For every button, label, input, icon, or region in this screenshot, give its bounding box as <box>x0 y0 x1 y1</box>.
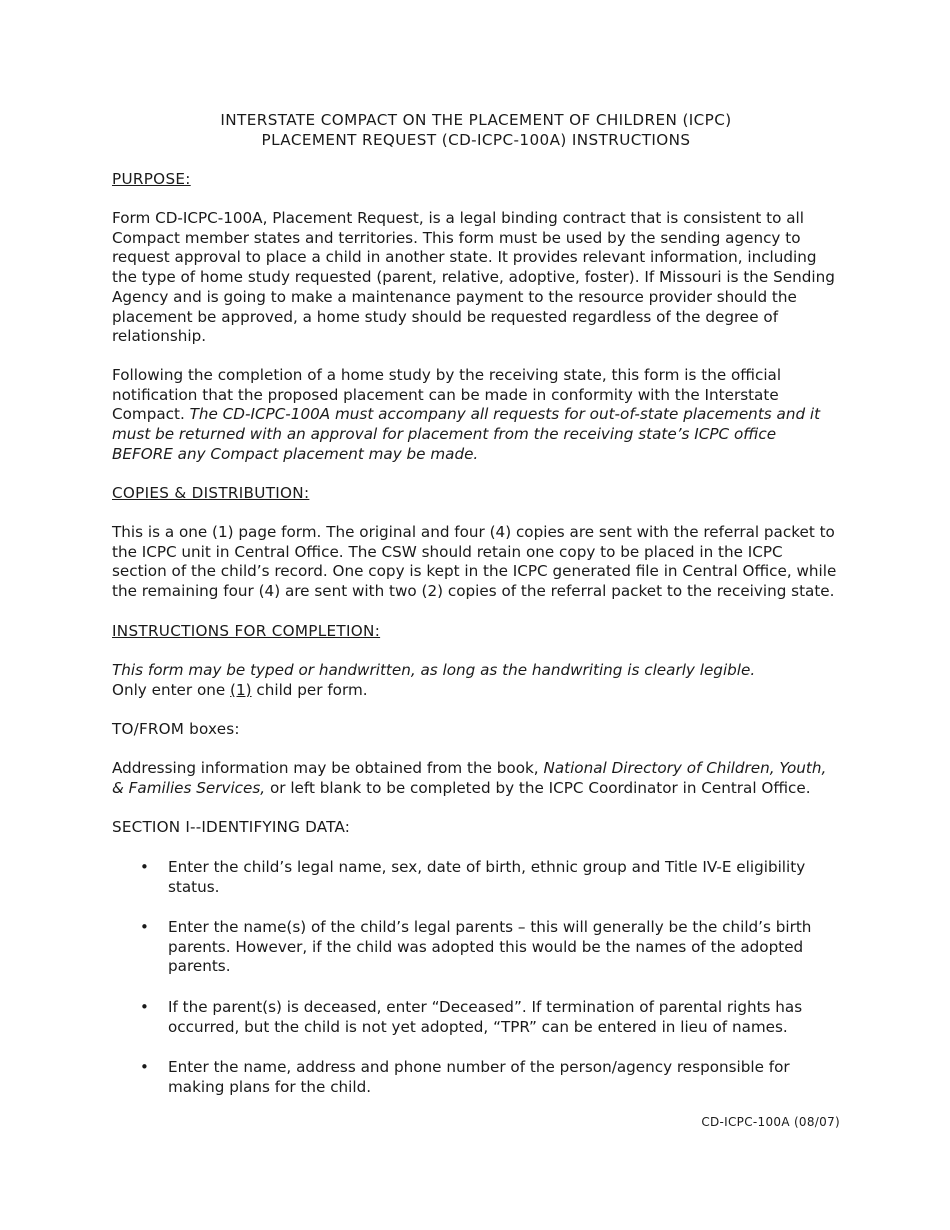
one-child-number: (1) <box>230 681 252 699</box>
purpose-paragraph-2-italic: The CD-ICPC-100A must accompany all requests for out-of-state placements and it must be returned with an approval for placement from the receiving state’s ICPC office BEFORE any Compact placement may be made. <box>112 405 821 463</box>
document-title-line-2: PLACEMENT REQUEST (CD-ICPC-100A) INSTRUCTIONS <box>261 131 691 149</box>
to-from-label: TO/FROM boxes: <box>112 720 240 738</box>
copies-paragraph-text: This is a one (1) page form. The original and four (4) copies are sent with the referral packet to the ICPC unit in Central Office. The CSW should retain one copy to be placed in the ICPC section of the child’s record. One copy is kept in the ICPC generated file in Central Office, while the remaining four (4) are sent with two (2) copies of the referral packet to the receiving state. <box>112 523 837 601</box>
bullet-icon: • <box>140 918 149 936</box>
bullet-text: Enter the name, address and phone number of the person/agency responsible for making plans for the child. <box>168 1058 790 1096</box>
addressing-post: or left blank to be completed by the ICPC Coordinator in Central Office. <box>265 778 811 797</box>
one-child-post: child per form. <box>251 681 368 699</box>
instructions-heading: INSTRUCTIONS FOR COMPLETION: <box>112 622 381 640</box>
one-child-pre: Only enter one <box>112 681 231 699</box>
copies-heading: COPIES & DISTRIBUTION: <box>112 484 310 502</box>
addressing-book-title: National Directory of Children, Youth, & Families Services, <box>112 759 827 797</box>
bullet-text: Enter the child’s legal name, sex, date of birth, ethnic group and Title IV-E eligibility status. <box>168 858 806 896</box>
purpose-paragraph-2 <box>112 366 840 465</box>
bullet-icon: • <box>140 998 149 1016</box>
section-1-heading: SECTION I--IDENTIFYING DATA: <box>112 818 351 836</box>
form-id-footer: CD-ICPC-100A (08/07) <box>701 1115 840 1129</box>
legibility-note: This form may be typed or handwritten, as long as the handwriting is clearly legible. <box>112 661 756 679</box>
addressing-paragraph <box>112 759 840 798</box>
addressing-pre: Addressing information may be obtained from the book, <box>112 759 544 777</box>
bullet-icon: • <box>140 1058 149 1076</box>
purpose-paragraph-2-text <box>112 366 840 465</box>
purpose-paragraph-1 <box>112 209 840 347</box>
one-child-note <box>112 681 840 701</box>
purpose-heading: PURPOSE: <box>112 170 191 188</box>
bullet-text: If the parent(s) is deceased, enter “Deceased”. If termination of parental rights has occurred, but the child is not yet adopted, “TPR” can be entered in lieu of names. <box>168 998 803 1036</box>
purpose-paragraph-1-text: Form CD-ICPC-100A, Placement Request, is a legal binding contract that is consistent to all Compact member states and territories. This form must be used by the sending agency to request approval to place a child in another state. It provides relevant information, including the type of home study requested (parent, relative, adoptive, foster). If Missouri is the Sending Agency and is going to make a maintenance payment to the resource provider should the placement be approved, a home study should be requested regardless of the degree of relationship. <box>112 209 835 346</box>
bullet-text: Enter the name(s) of the child’s legal parents – this will generally be the child’s birth parents. However, if the child was adopted this would be the names of the adopted parents. <box>168 918 812 976</box>
document-title-line-1: INTERSTATE COMPACT ON THE PLACEMENT OF CHILDREN (ICPC) <box>220 111 732 129</box>
bullet-icon: • <box>140 858 149 876</box>
purpose-paragraph-2-plain: Following the completion of a home study by the receiving state, this form is the official notification that the proposed placement can be made in conformity with the Interstate Compact. <box>112 366 782 424</box>
copies-paragraph <box>112 523 840 602</box>
addressing-paragraph-text <box>112 759 840 798</box>
